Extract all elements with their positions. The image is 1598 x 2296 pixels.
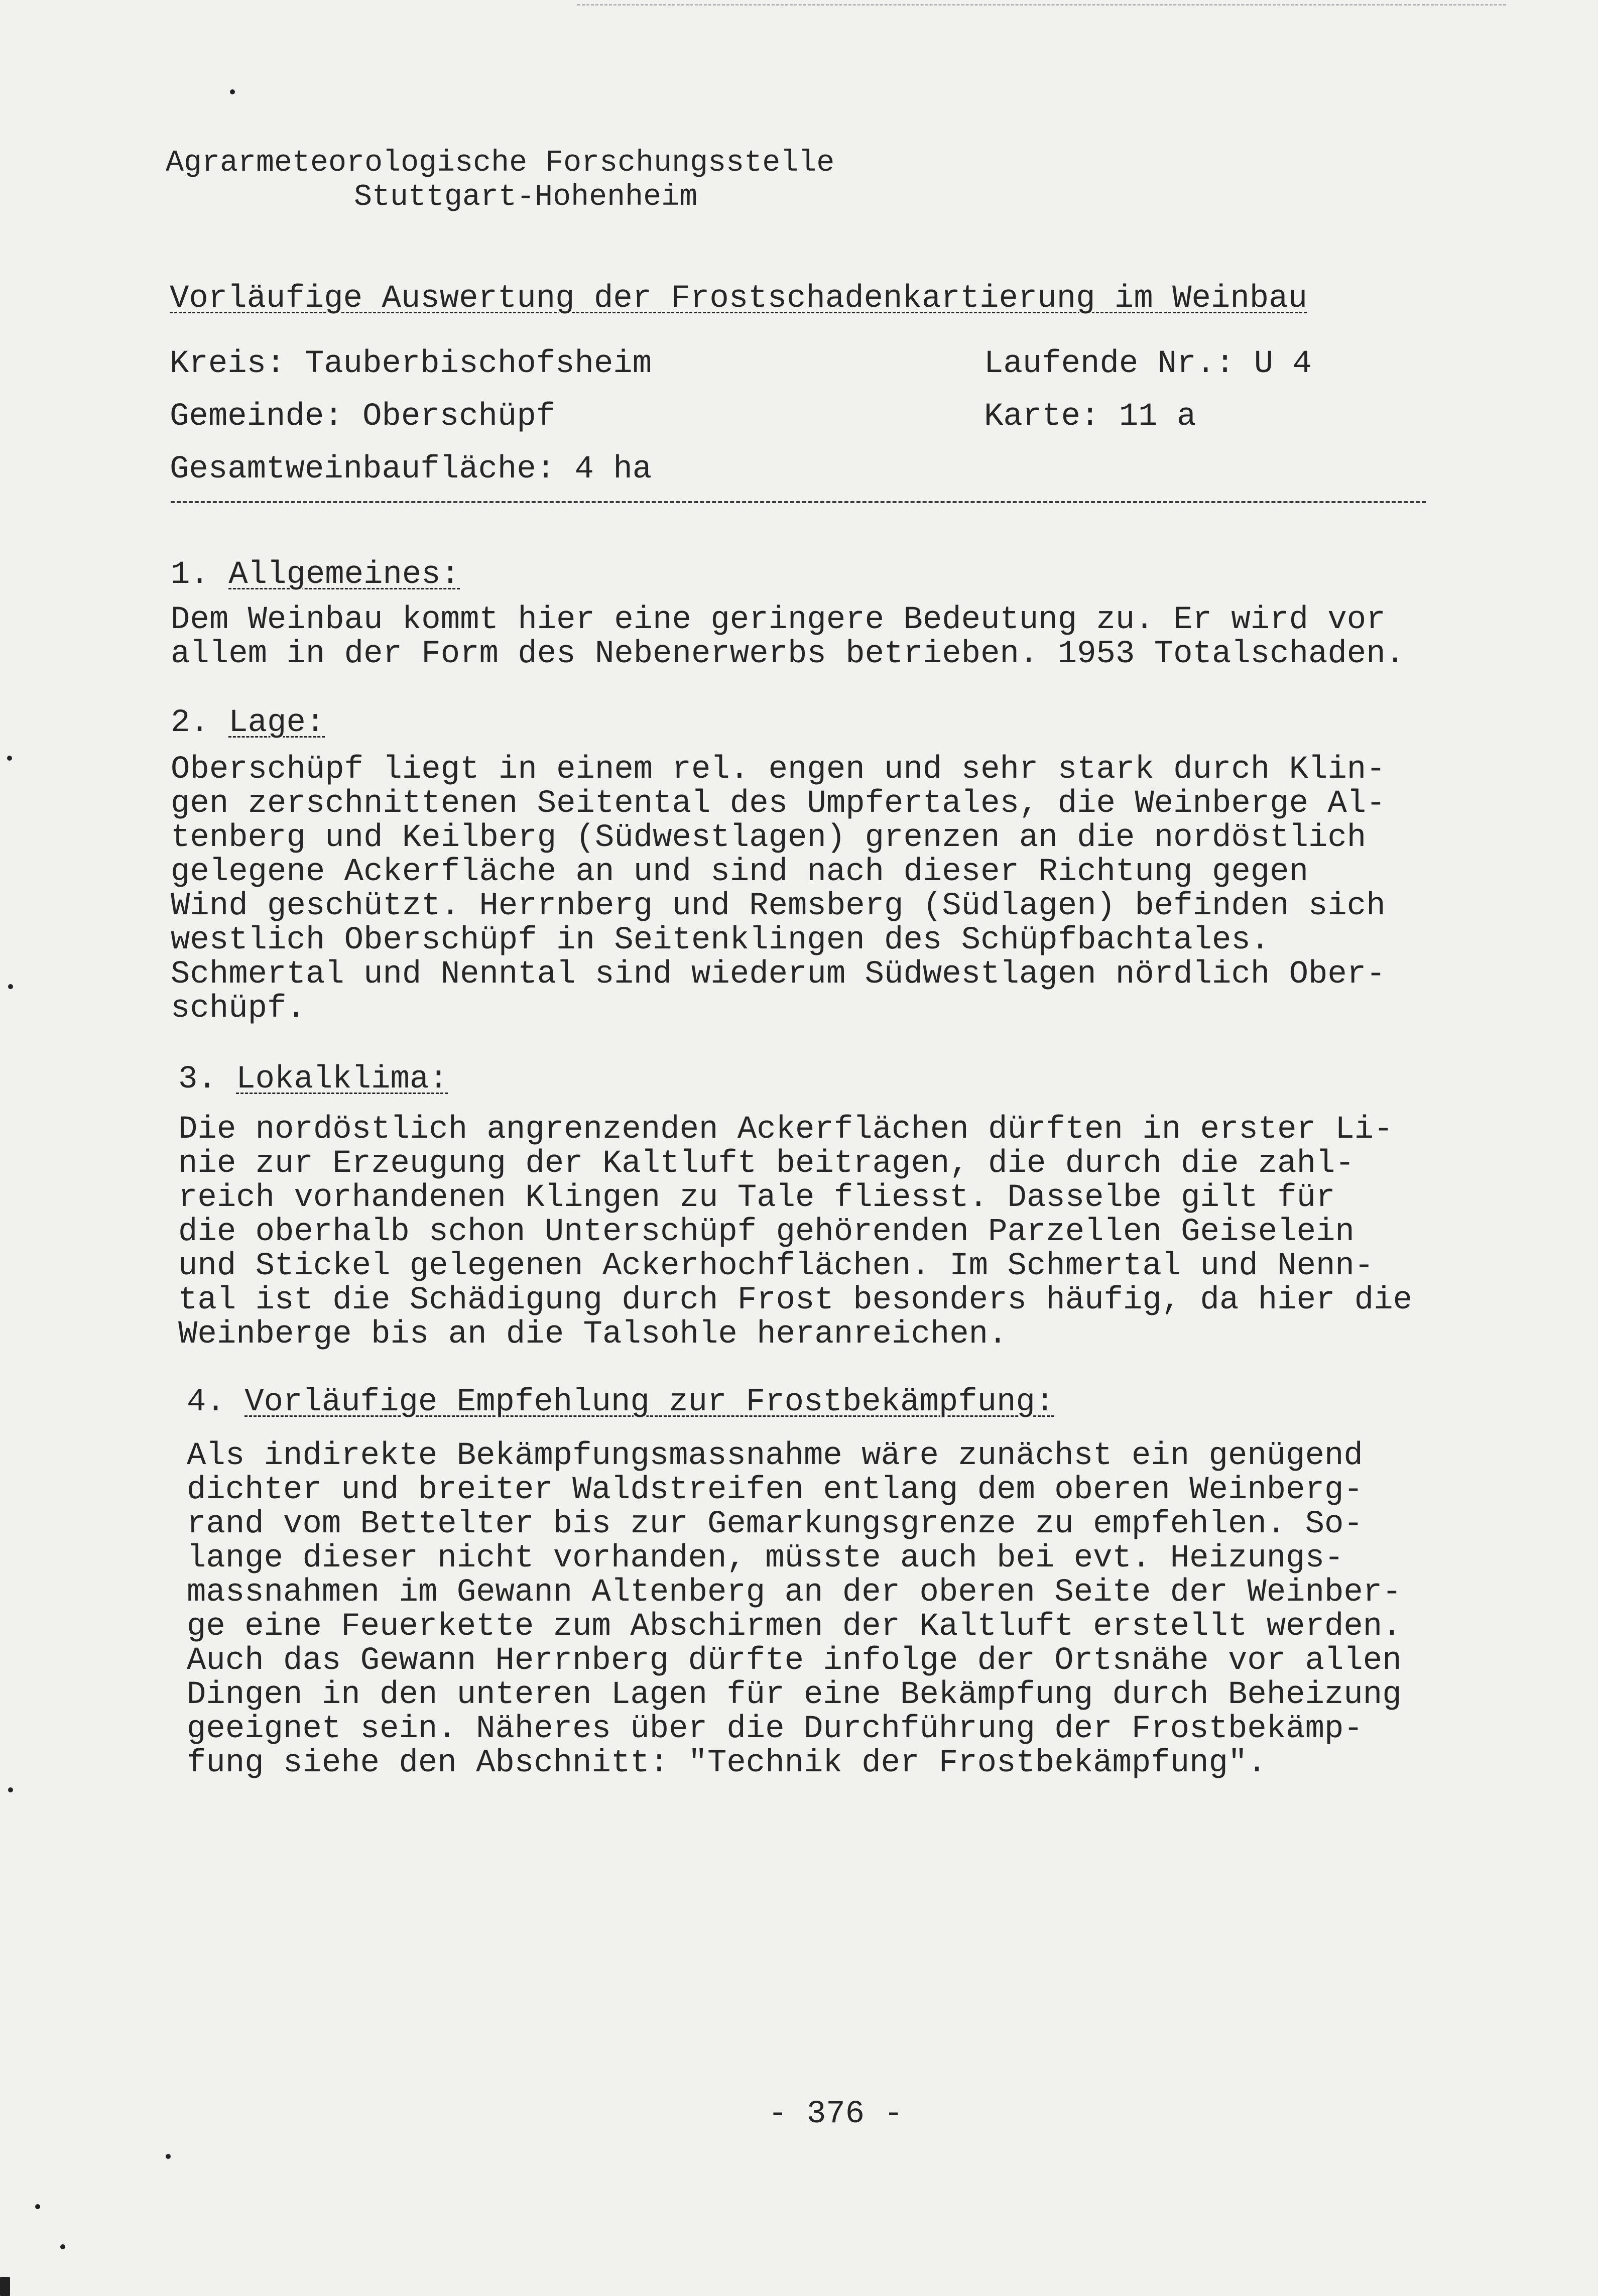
flaeche-label: Gesamtweinbaufläche: 4 ha [170, 451, 652, 488]
kreis-label: Kreis: Tauberbischofsheim [170, 346, 652, 382]
scan-speck [166, 2154, 171, 2159]
scan-speck [8, 1787, 13, 1792]
section-4-line: Auch das Gewann Herrnberg dürfte infolge der Ortsnähe vor allen [187, 1643, 1402, 1679]
section-1-line: Dem Weinbau kommt hier eine geringere Bedeutung zu. Er wird vor [171, 602, 1386, 638]
section-4-line: fung siehe den Abschnitt: "Technik der Frostbekämpfung". [187, 1745, 1267, 1781]
section-4-line: rand vom Bettelter bis zur Gemarkungsgrenze zu empfehlen. So- [187, 1506, 1363, 1542]
document-title: Vorläufige Auswertung der Frostschadenkartierung im Weinbau [170, 281, 1307, 317]
section-2-line: schüpf. [171, 991, 306, 1027]
section-3-line: Die nordöstlich angrenzenden Ackerflächen dürften in erster Li- [178, 1112, 1393, 1148]
section-2-line: westlich Oberschüpf in Seitenklingen des Schüpfbachtales. [171, 922, 1270, 958]
section-title: Allgemeines: [228, 557, 460, 593]
scan-speck [7, 756, 12, 761]
scan-speck [60, 2244, 65, 2249]
section-number: 3. [178, 1061, 217, 1098]
section-title: Lage: [228, 705, 325, 741]
karte-label: Karte: 11 a [984, 399, 1196, 435]
section-2-line: gen zerschnittenen Seitental des Umpfertales, die Weinberge Al- [171, 786, 1386, 822]
section-title: Vorläufige Empfehlung zur Frostbekämpfung: [244, 1384, 1055, 1420]
institute-name: Agrarmeteorologische Forschungsstelle [166, 146, 835, 180]
section-2-line: Wind geschützt. Herrnberg und Remsberg (Südlagen) befinden sich [171, 888, 1386, 924]
scan-speck [8, 984, 13, 989]
scan-speck [35, 2204, 40, 2209]
laufende-nr-label: Laufende Nr.: U 4 [984, 346, 1312, 382]
section-1-heading [171, 557, 460, 592]
gemeinde-label: Gemeinde: Oberschüpf [170, 399, 556, 435]
section-4-line: dichter und breiter Waldstreifen entlang dem oberen Weinberg- [187, 1472, 1363, 1508]
section-4-heading [187, 1385, 1054, 1420]
page-top-edge-line [577, 4, 1506, 6]
page-number: - 376 - [768, 2096, 903, 2132]
section-3-heading [178, 1062, 448, 1097]
section-4-line: Dingen in den unteren Lagen für eine Bekämpfung durch Beheizung [187, 1677, 1402, 1713]
section-4-line: ge eine Feuerkette zum Abschirmen der Kaltluft erstellt werden. [187, 1609, 1402, 1645]
section-title: Lokalklima: [236, 1061, 448, 1098]
scan-edge-mark [0, 2277, 10, 2296]
section-4-line: lange dieser nicht vorhanden, müsste auch bei evt. Heizungs- [187, 1540, 1344, 1577]
section-3-line: Weinberge bis an die Talsohle heranreichen. [178, 1316, 1008, 1353]
section-3-line: reich vorhandenen Klingen zu Tale fliesst. Dasselbe gilt für [178, 1180, 1335, 1216]
section-number: 1. [171, 557, 209, 593]
section-1-line: allem in der Form des Nebenerwerbs betrieben. 1953 Totalschaden. [171, 636, 1405, 672]
header-separator [171, 501, 1426, 503]
section-3-line: nie zur Erzeugung der Kaltluft beitragen, die durch die zahl- [178, 1146, 1355, 1182]
section-3-line: und Stickel gelegenen Ackerhochflächen. Im Schmertal und Nenn- [178, 1248, 1374, 1284]
section-2-line: gelegene Ackerfläche an und sind nach dieser Richtung gegen [171, 854, 1308, 890]
scan-speck [230, 89, 235, 94]
section-2-line: Schmertal und Nenntal sind wiederum Südwestlagen nördlich Ober- [171, 956, 1386, 993]
section-4-line: massnahmen im Gewann Altenberg an der oberen Seite der Weinber- [187, 1575, 1402, 1611]
section-4-line: Als indirekte Bekämpfungsmassnahme wäre zunächst ein genügend [187, 1438, 1363, 1474]
section-2-line: tenberg und Keilberg (Südwestlagen) grenzen an die nordöstlich [171, 820, 1367, 856]
section-3-line: tal ist die Schädigung durch Frost besonders häufig, da hier die [178, 1282, 1412, 1318]
section-number: 4. [187, 1384, 225, 1420]
institute-location: Stuttgart-Hohenheim [354, 180, 698, 214]
section-2-heading [171, 705, 325, 741]
section-number: 2. [171, 705, 209, 741]
section-4-line: geeignet sein. Näheres über die Durchführung der Frostbekämp- [187, 1711, 1363, 1747]
section-3-line: die oberhalb schon Unterschüpf gehörenden Parzellen Geiselein [178, 1214, 1355, 1250]
section-2-line: Oberschüpf liegt in einem rel. engen und sehr stark durch Klin- [171, 752, 1386, 788]
